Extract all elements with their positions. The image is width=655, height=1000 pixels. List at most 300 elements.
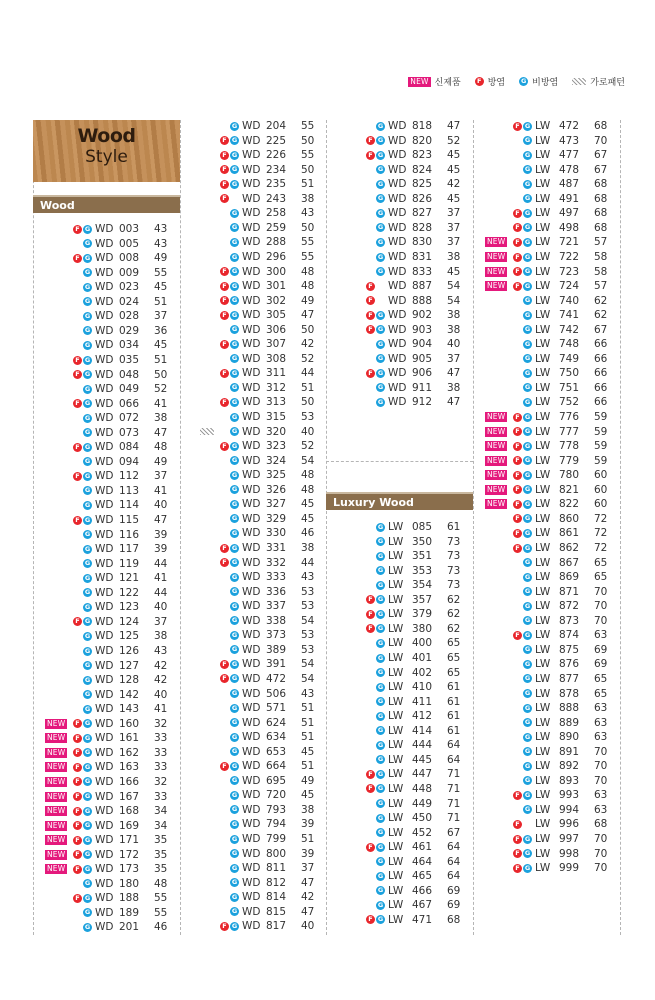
product-prefix: WD [95, 601, 114, 614]
product-value: 69 [447, 884, 461, 897]
non-fire-retardant-icon: G [84, 457, 91, 466]
product-prefix: WD [95, 295, 114, 308]
product-code: 225 [266, 134, 287, 147]
non-fire-retardant-icon: G [377, 136, 384, 145]
product-value: 48 [154, 877, 168, 890]
product-prefix: WD [388, 207, 407, 220]
non-fire-retardant-icon: G [377, 915, 384, 924]
product-row [180, 294, 327, 308]
product-value: 33 [154, 761, 168, 774]
non-fire-retardant-icon: G [377, 310, 384, 319]
product-prefix: WD [242, 891, 261, 904]
non-fire-retardant-icon: G [231, 237, 238, 246]
non-fire-retardant-icon: G [231, 208, 238, 217]
product-value: 73 [447, 564, 461, 577]
product-value: 50 [154, 368, 168, 381]
product-row [180, 817, 327, 831]
product-row [326, 395, 473, 409]
product-prefix: LW [535, 643, 551, 656]
fire-retardant-icon: F [73, 850, 82, 859]
product-value: 38 [301, 542, 315, 554]
product-value: 64 [447, 739, 461, 752]
product-value: 66 [594, 381, 608, 394]
product-prefix: WD [388, 120, 407, 132]
product-prefix: WD [242, 789, 261, 802]
product-prefix: WD [95, 630, 114, 643]
product-value: 67 [447, 826, 461, 839]
product-code: 313 [266, 396, 287, 409]
product-prefix: LW [388, 535, 404, 548]
product-code: 411 [412, 695, 433, 708]
product-value: 48 [301, 483, 315, 496]
product-code: 073 [119, 426, 140, 439]
product-code: 049 [119, 383, 140, 396]
non-fire-retardant-icon: G [524, 659, 531, 668]
product-code: 891 [559, 745, 580, 758]
product-prefix: WD [242, 571, 261, 583]
product-code: 869 [559, 571, 580, 583]
product-value: 65 [594, 687, 608, 700]
product-code: 833 [412, 265, 433, 278]
product-prefix: WD [242, 614, 261, 627]
product-prefix: WD [95, 572, 114, 585]
product-code: 695 [266, 774, 287, 787]
product-prefix: WD [242, 149, 261, 162]
product-value: 65 [594, 672, 608, 685]
product-value: 38 [447, 251, 461, 263]
product-value: 62 [594, 309, 608, 322]
fire-retardant-icon: F [513, 253, 522, 262]
product-prefix: WD [95, 310, 114, 323]
product-row [473, 425, 620, 439]
product-code: 999 [559, 862, 580, 875]
product-code: 723 [559, 265, 580, 278]
product-code: 305 [266, 309, 287, 322]
product-value: 49 [301, 774, 315, 787]
product-row [180, 439, 327, 453]
product-prefix: LW [535, 425, 551, 438]
non-fire-retardant-icon: G [84, 661, 91, 670]
product-prefix: LW [388, 521, 404, 533]
product-prefix: LW [535, 512, 551, 525]
product-code: 860 [559, 512, 580, 525]
product-code: 391 [266, 658, 287, 671]
non-fire-retardant-icon: G [524, 354, 531, 363]
product-value: 61 [447, 695, 461, 708]
non-fire-retardant-icon: G [231, 543, 238, 552]
product-row [473, 628, 620, 642]
product-prefix: WD [95, 223, 114, 235]
new-legend-label: 신제품 [434, 78, 461, 88]
non-fire-retardant-icon: G [231, 223, 238, 232]
product-row [326, 163, 473, 177]
product-row [33, 906, 180, 920]
new-badge: NEW [487, 455, 506, 465]
product-prefix: WD [95, 426, 114, 439]
product-row [33, 819, 180, 833]
fire-retardant-icon: F [513, 427, 522, 436]
product-row [33, 353, 180, 367]
product-code: 831 [412, 251, 433, 263]
product-value: 39 [301, 847, 315, 860]
product-row [326, 898, 473, 912]
product-code: 824 [412, 163, 433, 176]
product-value: 68 [594, 192, 608, 205]
fire-retardant-icon: F [73, 894, 82, 903]
product-row [180, 701, 327, 715]
product-value: 47 [447, 396, 461, 409]
product-value: 51 [301, 760, 315, 773]
non-fire-retardant-icon: G [377, 267, 384, 276]
product-code: 330 [266, 527, 287, 540]
banner-subtitle: Style [85, 147, 128, 167]
product-value: 38 [154, 630, 168, 643]
fire-retardant-icon: F [366, 610, 375, 619]
fire-retardant-icon: F [513, 544, 522, 553]
product-prefix: LW [535, 280, 551, 293]
non-fire-retardant-icon: G [84, 704, 91, 713]
product-value: 65 [594, 556, 608, 569]
product-code: 812 [266, 876, 287, 889]
product-value: 47 [301, 876, 315, 889]
product-value: 40 [301, 920, 315, 933]
product-code: 171 [119, 834, 140, 847]
product-value: 55 [301, 149, 315, 162]
non-fire-retardant-icon: G [84, 399, 91, 408]
product-code: 162 [119, 746, 140, 759]
product-value: 62 [594, 294, 608, 307]
product-code: 634 [266, 731, 287, 744]
product-code: 226 [266, 149, 287, 162]
product-value: 63 [594, 629, 608, 642]
product-prefix: WD [242, 818, 261, 831]
product-code: 822 [559, 498, 580, 511]
product-prefix: LW [535, 251, 551, 263]
product-code: 180 [119, 877, 140, 890]
product-prefix: LW [535, 862, 551, 875]
new-badge: NEW [487, 237, 506, 247]
product-value: 51 [301, 716, 315, 729]
product-row [473, 119, 620, 133]
product-prefix: WD [95, 252, 114, 265]
product-value: 33 [154, 732, 168, 745]
product-row [33, 586, 180, 600]
product-prefix: WD [95, 674, 114, 686]
product-row [180, 832, 327, 846]
product-prefix: WD [242, 862, 261, 875]
non-fire-retardant-icon: G [231, 645, 238, 654]
non-fire-retardant-icon: G [231, 339, 238, 348]
product-value: 44 [154, 586, 168, 599]
product-code: 461 [412, 841, 433, 854]
product-value: 43 [154, 223, 168, 235]
product-value: 38 [447, 381, 461, 394]
product-prefix: WD [388, 163, 407, 176]
product-row [473, 337, 620, 351]
product-row [473, 177, 620, 191]
non-fire-retardant-icon: G [524, 296, 531, 305]
product-prefix: LW [388, 666, 404, 679]
product-value: 72 [594, 527, 608, 540]
product-row [326, 709, 473, 723]
product-prefix: LW [388, 710, 404, 723]
product-prefix: WD [95, 528, 114, 541]
non-fire-retardant-icon: G [524, 572, 531, 581]
product-code: 112 [119, 470, 140, 483]
product-row [33, 615, 180, 629]
product-code: 084 [119, 441, 140, 454]
product-row [180, 672, 327, 686]
product-code: 410 [412, 681, 433, 693]
product-code: 324 [266, 454, 287, 467]
product-row [473, 410, 620, 424]
product-value: 51 [301, 381, 315, 394]
product-value: 38 [154, 412, 168, 425]
product-prefix: WD [242, 731, 261, 744]
non-fire-retardant-icon: G [524, 514, 531, 523]
product-prefix: WD [242, 716, 261, 729]
fire-retardant-icon: F [366, 843, 375, 852]
product-code: 888 [412, 294, 433, 307]
product-value: 45 [447, 163, 461, 176]
product-row [326, 250, 473, 264]
product-prefix: WD [388, 251, 407, 263]
product-row [180, 585, 327, 599]
product-code: 035 [119, 354, 140, 366]
non-fire-retardant-icon: G [84, 544, 91, 553]
product-row [180, 366, 327, 380]
non-fire-retardant-icon: G [231, 601, 238, 610]
product-value: 64 [447, 855, 461, 868]
non-fire-retardant-icon: G [84, 646, 91, 655]
product-row [326, 177, 473, 191]
product-row [326, 148, 473, 162]
product-row [473, 294, 620, 308]
fire-retardant-icon: F [366, 325, 375, 334]
product-value: 63 [594, 716, 608, 729]
product-prefix: LW [535, 571, 551, 583]
non-fire-retardant-icon: G [524, 732, 531, 741]
product-code: 308 [266, 352, 287, 365]
product-code: 878 [559, 687, 580, 700]
product-value: 47 [301, 309, 315, 322]
product-value: 50 [301, 323, 315, 336]
product-row [33, 790, 180, 804]
product-prefix: WD [242, 585, 261, 598]
product-row [326, 753, 473, 767]
non-fire-retardant-icon: G [377, 339, 384, 348]
product-value: 50 [301, 221, 315, 234]
product-row [326, 337, 473, 351]
product-code: 116 [119, 528, 140, 541]
product-row [33, 266, 180, 280]
product-row [180, 614, 327, 628]
product-code: 389 [266, 643, 287, 656]
product-row [473, 832, 620, 846]
product-prefix: LW [388, 841, 404, 854]
product-code: 401 [412, 652, 433, 664]
product-prefix: LW [535, 585, 551, 598]
non-fire-retardant-icon: G [524, 136, 531, 145]
product-row [180, 890, 327, 904]
product-prefix: WD [242, 600, 261, 613]
product-prefix: LW [535, 498, 551, 511]
fire-retardant-icon: F [220, 267, 229, 276]
fire-retardant-icon: F [513, 442, 522, 451]
fire-retardant-icon: F [513, 413, 522, 422]
product-prefix: WD [242, 251, 261, 263]
product-code: 315 [266, 411, 287, 423]
product-row [180, 483, 327, 497]
non-fire-retardant-icon: G [231, 456, 238, 465]
product-prefix: LW [535, 338, 551, 351]
non-fire-retardant-icon: G [377, 638, 384, 647]
product-prefix: WD [242, 367, 261, 380]
non-fire-retardant-icon: G [520, 77, 527, 85]
product-code: 892 [559, 760, 580, 773]
product-prefix: WD [242, 120, 261, 132]
product-row [33, 440, 180, 454]
product-code: 400 [412, 637, 433, 650]
product-value: 69 [594, 643, 608, 656]
product-prefix: LW [388, 724, 404, 737]
non-fire-retardant-icon: G [524, 427, 531, 436]
non-fire-retardant-icon: G [377, 194, 384, 203]
product-prefix: WD [95, 805, 114, 817]
product-code: 125 [119, 630, 140, 643]
product-row [33, 775, 180, 789]
product-row [180, 745, 327, 759]
fire-retardant-icon: F [73, 516, 82, 525]
product-row [473, 468, 620, 482]
product-value: 54 [301, 672, 315, 685]
product-code: 780 [559, 469, 580, 482]
non-fire-retardant-icon: G [524, 383, 531, 392]
non-fire-retardant-icon: G [231, 296, 238, 305]
non-fire-retardant-icon: G [231, 470, 238, 479]
product-row [33, 920, 180, 934]
fire-retardant-icon: F [513, 122, 522, 131]
product-prefix: LW [535, 745, 551, 758]
fire-retardant-icon: F [513, 514, 522, 523]
product-row [473, 323, 620, 337]
product-value: 52 [154, 383, 168, 396]
product-code: 333 [266, 571, 287, 583]
non-fire-retardant-icon: G [231, 412, 238, 421]
product-value: 45 [154, 281, 168, 294]
product-value: 53 [301, 629, 315, 642]
product-value: 70 [594, 862, 608, 875]
product-code: 472 [266, 672, 287, 685]
product-value: 63 [594, 731, 608, 744]
product-row [33, 411, 180, 425]
product-value: 48 [301, 280, 315, 293]
product-prefix: LW [535, 818, 551, 831]
fire-retardant-icon: F [220, 180, 229, 189]
product-row [180, 774, 327, 788]
product-code: 243 [266, 192, 287, 205]
product-prefix: WD [242, 658, 261, 671]
fire-retardant-icon: F [220, 674, 229, 683]
non-fire-retardant-icon: G [84, 311, 91, 320]
product-prefix: LW [535, 483, 551, 496]
product-value: 39 [301, 818, 315, 831]
product-value: 37 [301, 862, 315, 875]
product-row [33, 760, 180, 774]
product-row [33, 309, 180, 323]
product-value: 46 [154, 921, 168, 934]
product-prefix: LW [535, 556, 551, 569]
non-fire-retardant-icon: G [524, 718, 531, 727]
product-code: 994 [559, 803, 580, 816]
product-prefix: WD [242, 702, 261, 714]
fire-retardant-icon: F [513, 282, 522, 291]
product-code: 327 [266, 498, 287, 511]
product-value: 59 [594, 425, 608, 438]
product-code: 448 [412, 782, 433, 795]
product-prefix: LW [535, 469, 551, 482]
product-code: 740 [559, 294, 580, 307]
product-code: 450 [412, 812, 433, 824]
product-code: 323 [266, 440, 287, 453]
product-row [473, 526, 620, 540]
product-row [326, 593, 473, 607]
product-value: 59 [594, 454, 608, 467]
product-value: 73 [447, 579, 461, 592]
product-code: 452 [412, 826, 433, 839]
non-fire-retardant-icon: G [84, 733, 91, 742]
product-prefix: LW [535, 687, 551, 700]
product-code: 799 [266, 833, 287, 845]
non-fire-retardant-icon: G [524, 208, 531, 217]
product-code: 127 [119, 659, 140, 672]
product-value: 45 [301, 789, 315, 802]
non-fire-retardant-icon: G [524, 616, 531, 625]
column-divider [620, 120, 621, 935]
fire-retardant-icon: F [366, 282, 375, 291]
product-prefix: LW [388, 564, 404, 577]
product-value: 42 [301, 338, 315, 351]
product-value: 72 [594, 512, 608, 525]
product-value: 45 [301, 745, 315, 758]
product-row [326, 622, 473, 636]
product-value: 37 [447, 207, 461, 220]
fire-retardant-icon: F [220, 398, 229, 407]
product-value: 68 [594, 120, 608, 132]
product-row [180, 134, 327, 148]
non-fire-retardant-icon: G [84, 588, 91, 597]
product-row [473, 134, 620, 148]
product-value: 68 [447, 913, 461, 926]
product-code: 326 [266, 483, 287, 496]
product-code: 300 [266, 265, 287, 278]
fire-retardant-icon: F [513, 631, 522, 640]
product-value: 60 [594, 483, 608, 496]
product-prefix: LW [388, 753, 404, 766]
fire-retardant-icon: F [366, 369, 375, 378]
product-row [326, 884, 473, 898]
product-value: 45 [154, 339, 168, 352]
product-prefix: LW [535, 294, 551, 307]
product-value: 51 [154, 295, 168, 308]
product-code: 337 [266, 600, 287, 613]
legend [408, 75, 625, 88]
product-row [326, 869, 473, 883]
product-prefix: LW [535, 454, 551, 467]
product-prefix: WD [242, 352, 261, 365]
fire-retardant-icon: F [73, 225, 82, 234]
banner-title: Wood [77, 125, 136, 147]
